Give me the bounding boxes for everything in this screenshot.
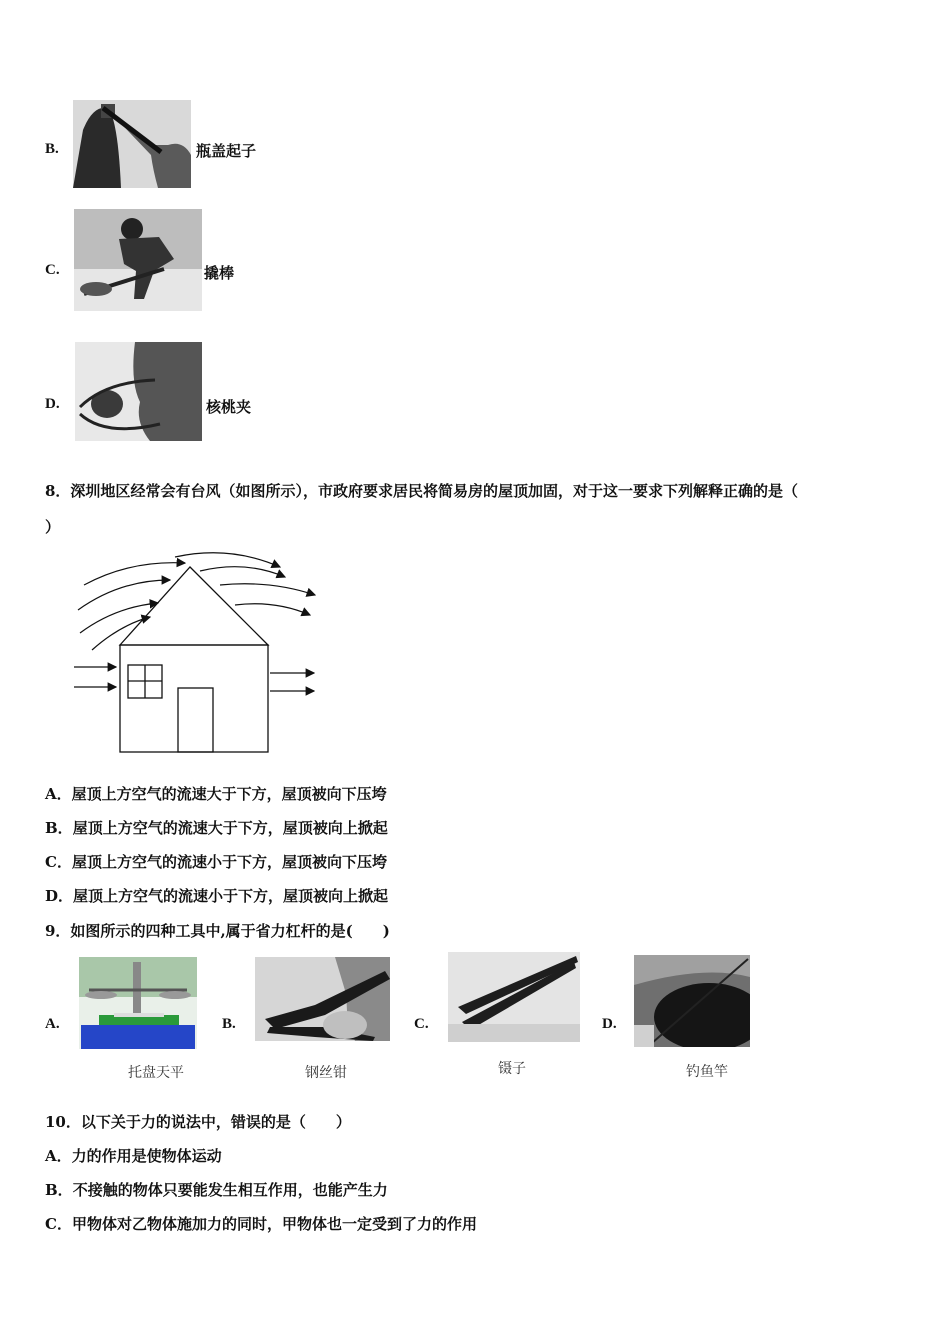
option-label: C. — [414, 1016, 429, 1032]
option-label: B． — [45, 1181, 73, 1199]
question-stem: 9．如图所示的四种工具中,属于省力杠杆的是( ) — [45, 922, 390, 940]
option-text: 屋顶上方空气的流速大于下方，屋顶被向下压垮 — [71, 785, 387, 803]
option-c — [45, 1213, 477, 1234]
option-label: B． — [45, 819, 73, 837]
option-text: 力的作用是使物体运动 — [71, 1147, 222, 1165]
crowbar-image — [74, 209, 202, 311]
option-caption: 托盘天平 — [128, 1065, 184, 1081]
option-label: D. — [602, 1016, 617, 1032]
typhoon-house-diagram — [70, 545, 330, 760]
option-label: D. — [45, 396, 60, 412]
option-b — [45, 1179, 388, 1200]
option-text: 核桃夹 — [206, 398, 252, 416]
question-stem: 10．以下关于力的说法中，错误的是（ ） — [45, 1113, 351, 1131]
option-text: 撬棒 — [204, 264, 235, 282]
option-label: A． — [45, 785, 72, 803]
option-text: 屋顶上方空气的流速大于下方，屋顶被向上掀起 — [72, 819, 388, 837]
option-text: 屋顶上方空气的流速小于下方，屋顶被向下压垮 — [71, 853, 387, 871]
bottle-opener-image — [73, 100, 191, 188]
option-text: 不接触的物体只要能发生相互作用，也能产生力 — [72, 1181, 388, 1199]
option-caption: 镊子 — [498, 1061, 526, 1077]
option-label: C． — [45, 853, 72, 871]
option-text: 甲物体对乙物体施加力的同时，甲物体也一定受到了力的作用 — [71, 1215, 477, 1233]
option-caption: 钓鱼竿 — [686, 1064, 728, 1080]
nutcracker-image — [75, 342, 202, 441]
option-caption: 钢丝钳 — [305, 1065, 347, 1081]
option-text: 屋顶上方空气的流速小于下方，屋顶被向上掀起 — [73, 887, 389, 905]
option-label: A. — [45, 1016, 60, 1032]
option-label: B. — [222, 1016, 236, 1032]
option-label: C. — [45, 262, 60, 278]
question-stem-continued: ） — [45, 518, 61, 536]
option-a — [45, 1145, 222, 1166]
balance-scale-image — [79, 957, 197, 1049]
option-c — [45, 851, 387, 872]
tweezers-image — [448, 952, 580, 1042]
question-stem: 8．深圳地区经常会有台风（如图所示），市政府要求居民将简易房的屋顶加固，对于这一要求下列解释正确的是（ — [45, 482, 798, 500]
pliers-image — [255, 957, 390, 1041]
option-label: A． — [45, 1147, 72, 1165]
option-label: D． — [45, 887, 74, 905]
option-d — [45, 885, 388, 906]
option-label: C． — [45, 1215, 72, 1233]
fishing-rod-image — [634, 955, 750, 1047]
option-b — [45, 817, 388, 838]
option-label: B. — [45, 141, 59, 157]
option-a — [45, 783, 387, 804]
option-text: 瓶盖起子 — [196, 142, 257, 160]
